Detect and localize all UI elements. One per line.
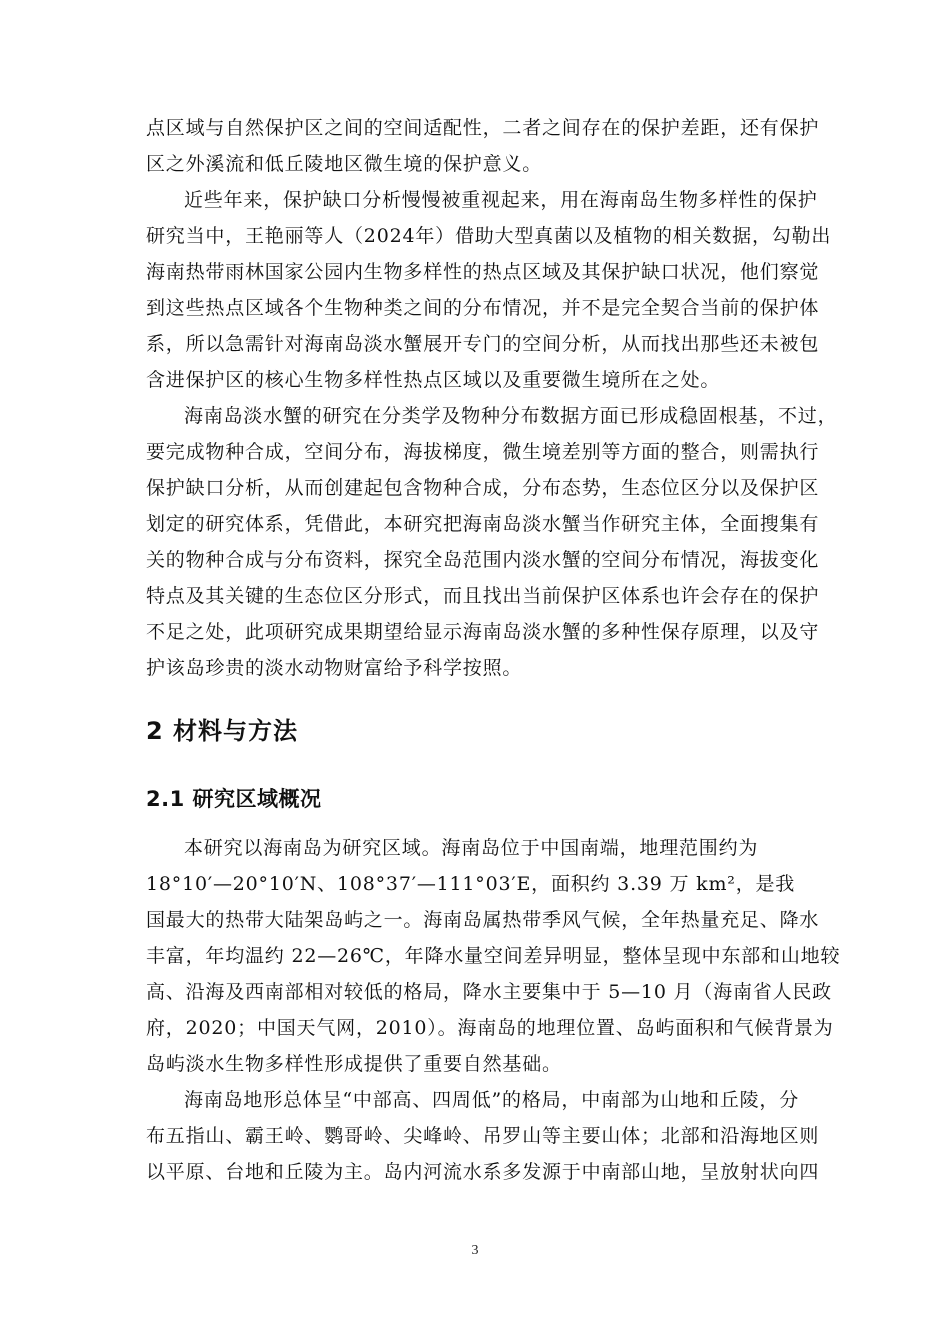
text-line: 海南热带雨林国家公园内生物多样性的热点区域及其保护缺口状况，他们察觉 <box>146 261 820 283</box>
text-line: 特点及其关键的生态位区分形式，而且找出当前保护区体系也许会存在的保护 <box>146 585 820 607</box>
text-line: 不足之处，此项研究成果期望给显示海南岛淡水蟹的多种性保存原理，以及守 <box>146 621 820 643</box>
text-line: 研究当中，王艳丽等人（2024年）借助大型真菌以及植物的相关数据，勾勒出 <box>146 225 832 247</box>
text-line: 以平原、台地和丘陵为主。岛内河流水系多发源于中南部山地，呈放射状向四 <box>146 1161 820 1183</box>
text-line: 系，所以急需针对海南岛淡水蟹展开专门的空间分析，从而找出那些还未被包 <box>146 333 820 355</box>
text-line: 府，2020；中国天气网，2010）。海南岛的地理位置、岛屿面积和气候背景为 <box>146 1017 834 1039</box>
text-line: 护该岛珍贵的淡水动物财富给予科学按照。 <box>146 657 523 679</box>
text-line: 关的物种合成与分布资料，探究全岛范围内淡水蟹的空间分布情况，海拔变化 <box>146 549 820 571</box>
text-line: 近些年来，保护缺口分析慢慢被重视起来，用在海南岛生物多样性的保护 <box>184 189 818 211</box>
text-line: 海南岛淡水蟹的研究在分类学及物种分布数据方面已形成稳固根基，不过， <box>184 405 838 427</box>
page-number: 3 <box>471 1243 479 1258</box>
text-line: 布五指山、霸王岭、鹦哥岭、尖峰岭、吊罗山等主要山体；北部和沿海地区则 <box>146 1125 820 1147</box>
text-line: 区之外溪流和低丘陵地区微生境的保护意义。 <box>146 153 543 175</box>
section-heading: 2 材料与方法 <box>146 717 299 745</box>
text-line: 岛屿淡水生物多样性形成提供了重要自然基础。 <box>146 1053 562 1075</box>
text-line: 丰富，年均温约 22—26℃，年降水量空间差异明显，整体呈现中东部和山地较 <box>146 945 841 967</box>
text-line: 含进保护区的核心生物多样性热点区域以及重要微生境所在之处。 <box>146 369 721 391</box>
subsection-heading: 2.1 研究区域概况 <box>146 787 322 811</box>
text-line: 点区域与自然保护区之间的空间适配性，二者之间存在的保护差距，还有保护 <box>146 117 820 139</box>
text-line: 本研究以海南岛为研究区域。海南岛位于中国南端，地理范围约为 <box>184 837 759 859</box>
text-line: 18°10′—20°10′N、108°37′—111°03′E，面积约 3.39 万 km²，是我 <box>146 873 796 895</box>
text-line: 高、沿海及西南部相对较低的格局，降水主要集中于 5—10 月（海南省人民政 <box>146 981 832 1003</box>
text-line: 到这些热点区域各个生物种类之间的分布情况，并不是完全契合当前的保护体 <box>146 297 820 319</box>
text-line: 划定的研究体系，凭借此，本研究把海南岛淡水蟹当作研究主体，全面搜集有 <box>146 513 820 535</box>
text-line: 要完成物种合成，空间分布，海拔梯度，微生境差别等方面的整合，则需执行 <box>146 441 820 463</box>
text-line: 海南岛地形总体呈“中部高、四周低”的格局，中南部为山地和丘陵，分 <box>184 1089 800 1111</box>
text-line: 国最大的热带大陆架岛屿之一。海南岛属热带季风气候，全年热量充足、降水 <box>146 909 820 931</box>
text-line: 保护缺口分析，从而创建起包含物种合成，分布态势，生态位区分以及保护区 <box>146 477 820 499</box>
